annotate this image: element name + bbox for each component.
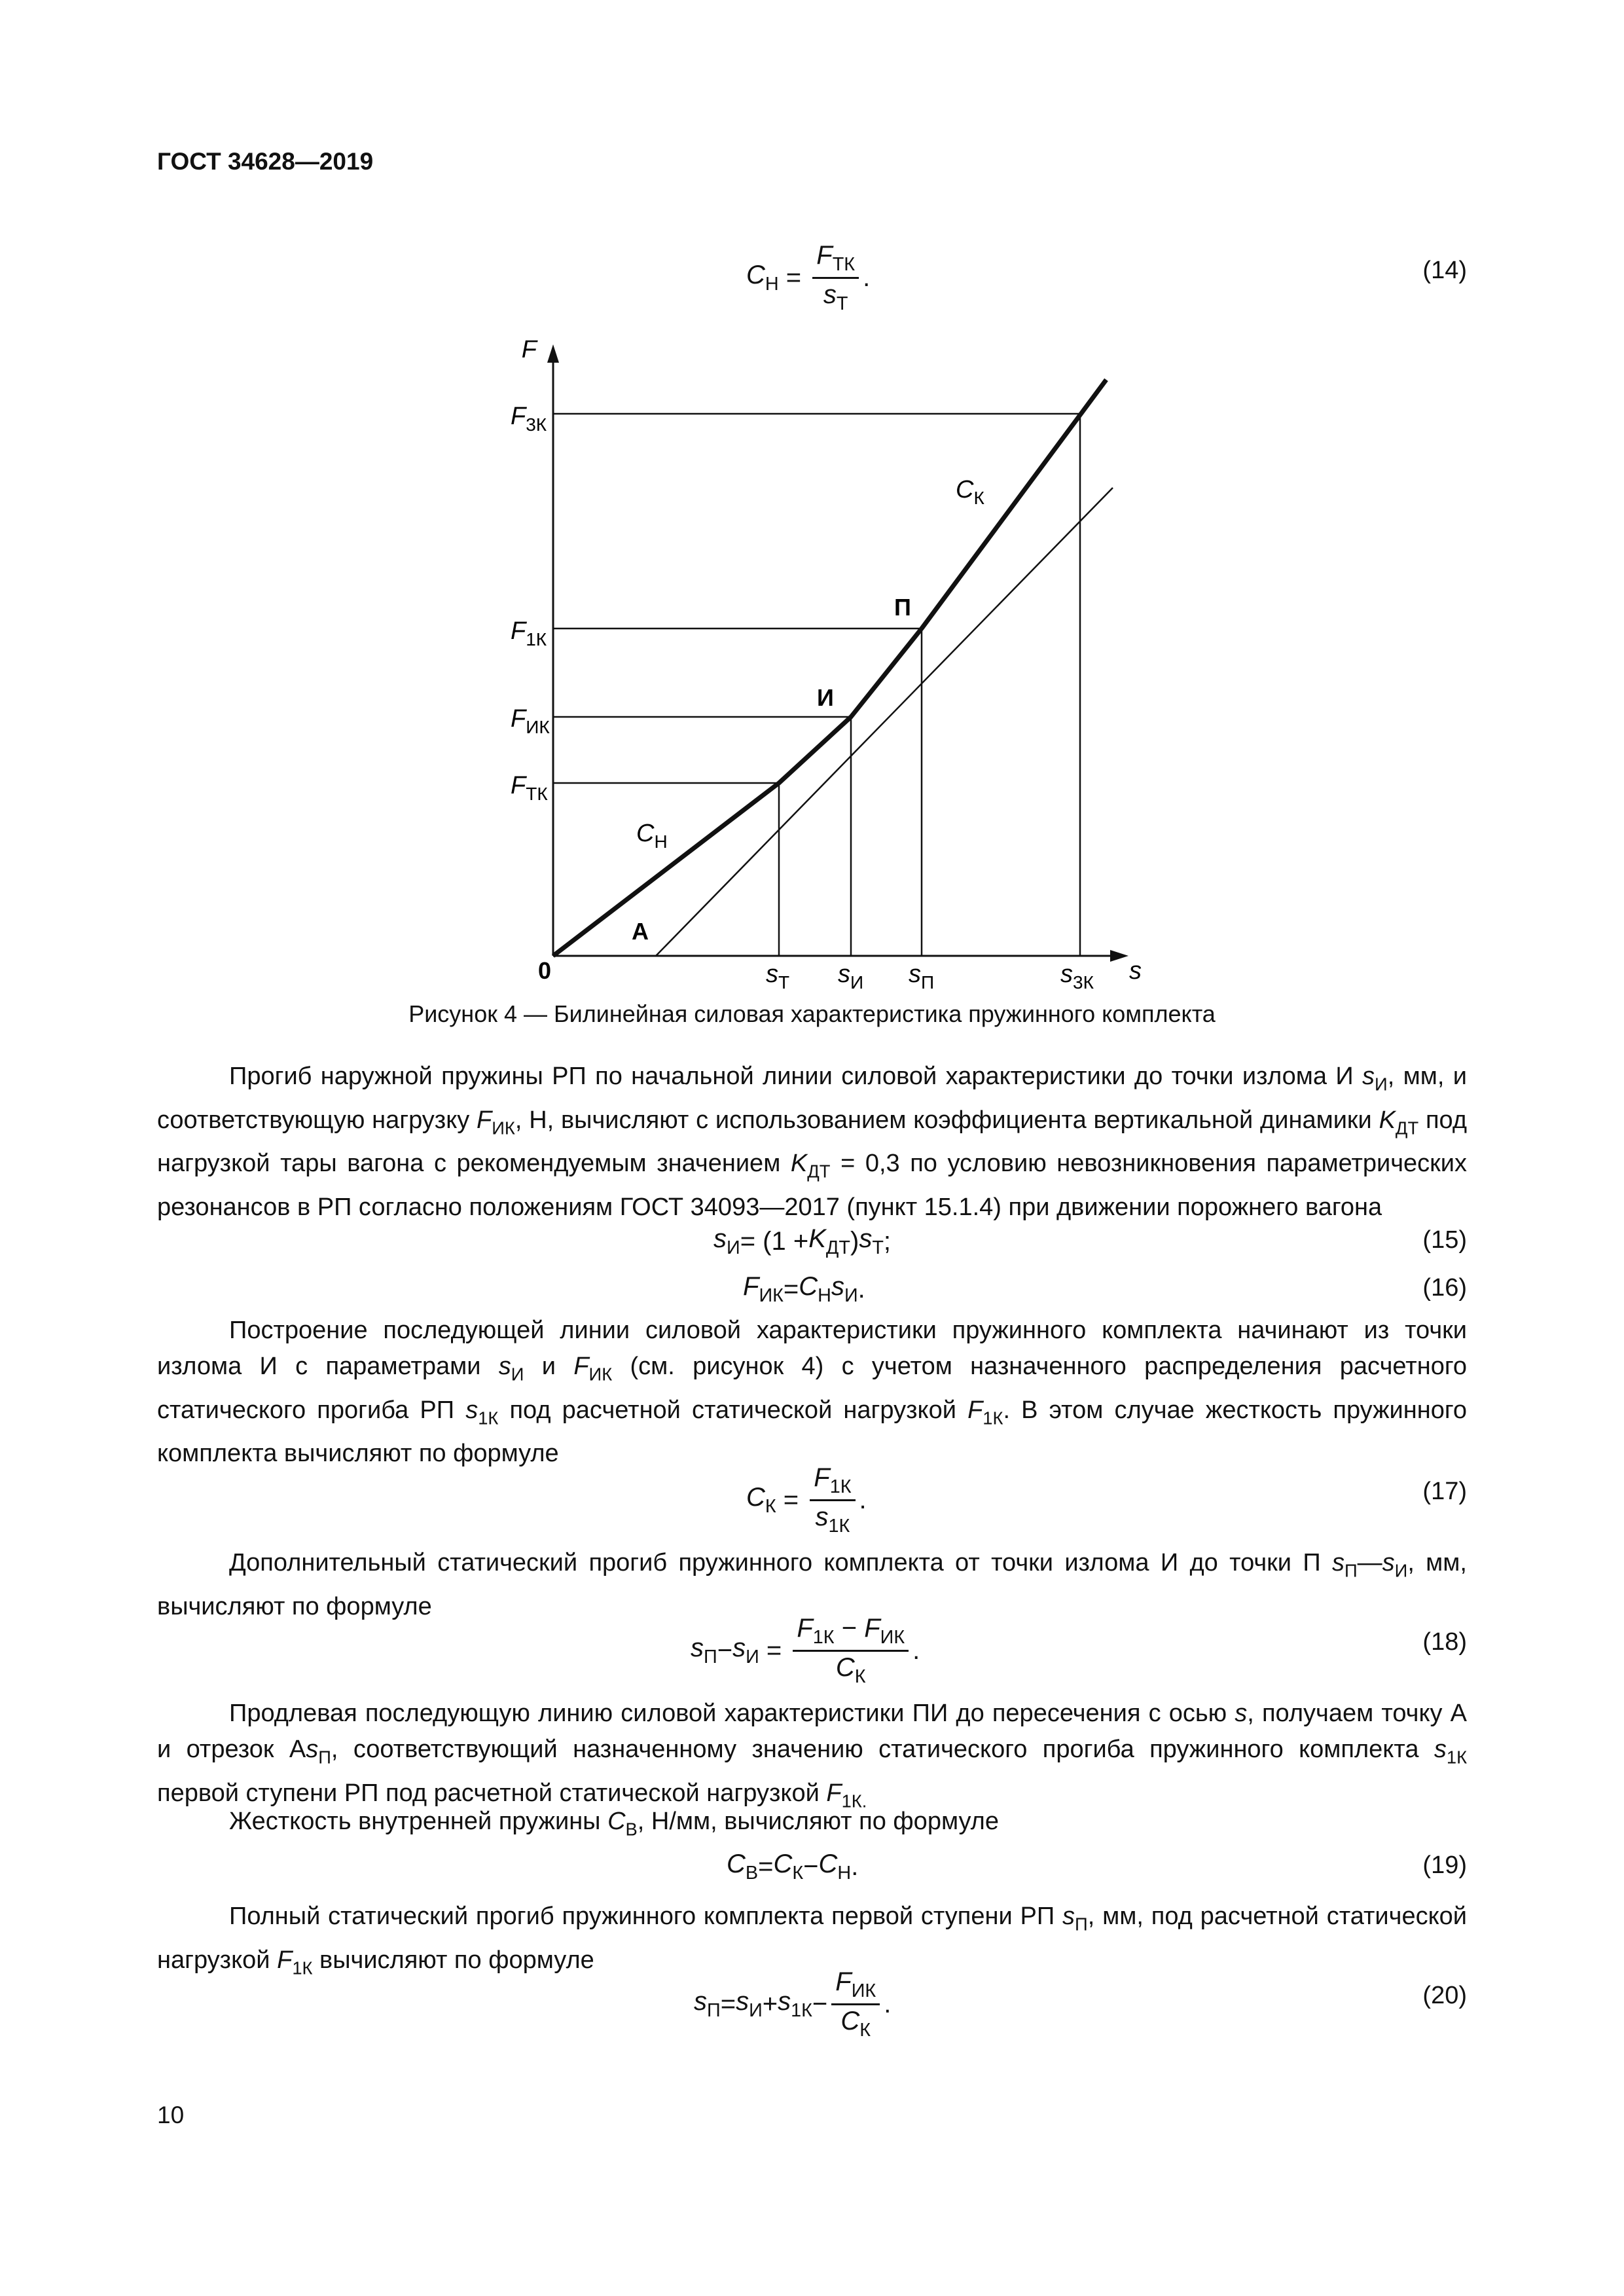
equation-19 (0, 1846, 1624, 1892)
figure-caption: Рисунок 4 — Билинейная силовая характеристика пружинного комплекта (408, 1000, 1216, 1027)
x-axis-arrow (1110, 950, 1128, 962)
equation-18-number: (18) (1422, 1628, 1467, 1656)
equation-19-formula: $C_В$ = $C_К$ − $C_Н$ . (727, 1850, 859, 1884)
paragraph-4: Продлевая последующую линию силовой характеристики ПИ до пересечения с осью s, получаем точку А и отрезок $Аs_П$, соответствующий назначенному значению статического прогиба пружинного комплекта $s_{1К}$ первой ступени РП под расчетной статической нагрузкой $F_{1К.}$ (157, 1700, 1468, 1812)
extension-line-thin (656, 488, 1113, 956)
equation-20 (0, 1967, 1624, 2052)
y-axis-label: F (521, 340, 537, 363)
paragraph-2: Построение последующей линии силовой характеристики пружинного комплекта начинают из точки излома И с параметрами $s_И$ и $F_{ИК}$ (см. рисунок 4) с учетом назначенного распределения расчетного статического прогиба РП $s_{1К}$ под расчетной статической нагрузкой $F_{1К}$. В этом случае жесткость пружинного комплекта вычисляют по формуле (157, 1317, 1467, 1468)
x-axis-label: s (1129, 957, 1142, 985)
paragraph-5: Жесткость внутренней пружины $C_В$, Н/мм, вычисляют по формуле (229, 1808, 999, 1840)
x-label-s3k: $s_{3К}$ (1060, 960, 1094, 993)
paragraph-1: Прогиб наружной пружины РП по начальной линии силовой характеристики до точки излома И $s_И$, мм, и соответствующую нагрузку $F_{ИК}$, Н, вычисляют с использованием коэффициента вертикальной динамики $K_{ДТ}$ под нагрузкой тары вагона с рекомендуемым значением $K_{ДТ} = 0,3$ по условию невозникновения параметрических резонансов в РП согласно положениям ГОСТ 34093—2017 (пункт 15.1.4) при движении порожнего вагона (157, 1063, 1467, 1221)
document-header: ГОСТ 34628—2019 (157, 148, 374, 175)
x-label-st: $s_Т$ (766, 960, 790, 993)
y-label-ftk: $F_{ТК}$ (511, 772, 548, 804)
equation-18 (0, 1614, 1624, 1699)
line-label-ck: $C_К$ (956, 476, 984, 508)
equation-14-number: (14) (1422, 257, 1467, 284)
equation-16 (0, 1269, 1624, 1308)
x-label-sp: $s_П$ (909, 960, 935, 993)
equation-16-formula: $F_{ИК}$ = $C_Н$ $s_И$ . (743, 1272, 865, 1307)
x-label-si: $s_И$ (838, 960, 864, 993)
figure-4-chart (458, 340, 1191, 995)
equation-18-formula: $s_П$ − $s_И$ = $\frac{F_{1К} - F_{ИК}}{C_К}$ . (691, 1614, 920, 1688)
equation-15-number: (15) (1422, 1226, 1467, 1254)
y-label-f1k: $F_{1К}$ (511, 617, 547, 649)
equation-16-number: (16) (1422, 1274, 1467, 1302)
y-label-f3k: $F_{3К}$ (511, 403, 547, 435)
point-label-i: И (817, 684, 834, 711)
equation-17 (0, 1463, 1624, 1548)
equation-14-formula: $C_Н$ = $\frac{F_{ТК}}{s_Т}$ . (746, 241, 871, 315)
characteristic-line-bold (553, 380, 1106, 956)
line-label-cn: $C_Н$ (636, 820, 668, 852)
equation-17-formula: $C_К$ = $\frac{F_{1К}}{s_{1К}}$ . (746, 1463, 867, 1537)
equation-15-formula: $s_И$ = (1 + $K_{ДТ}$ ) $s_Т$ ; (713, 1224, 892, 1259)
point-label-p: П (894, 594, 911, 621)
paragraph-3: Дополнительный статический прогиб пружинного комплекта от точки излома И до точки П $s_П—s_И$, мм, вычисляют по формуле (157, 1549, 1467, 1620)
equation-20-formula: $s_П$ = $s_И$ + $s_{1К}$ − $\frac{F_{ИК}}{C_К}$ . (694, 1967, 892, 2041)
paragraph-6: Полный статический прогиб пружинного комплекта первой ступени РП $s_П$, мм, под расчетной статической нагрузкой $F_{1К}$ вычисляют по формуле (157, 1903, 1467, 1978)
origin-label: 0 (538, 957, 552, 984)
page-number: 10 (157, 2102, 185, 2128)
equation-19-number: (19) (1422, 1851, 1467, 1879)
equation-14 (0, 236, 1624, 321)
equation-15 (0, 1221, 1624, 1260)
equation-20-number: (20) (1422, 1982, 1467, 2009)
equation-17-number: (17) (1422, 1478, 1467, 1505)
point-label-a: А (632, 918, 649, 945)
y-label-fik: $F_{ИК}$ (511, 705, 550, 737)
y-axis-arrow (547, 344, 559, 363)
